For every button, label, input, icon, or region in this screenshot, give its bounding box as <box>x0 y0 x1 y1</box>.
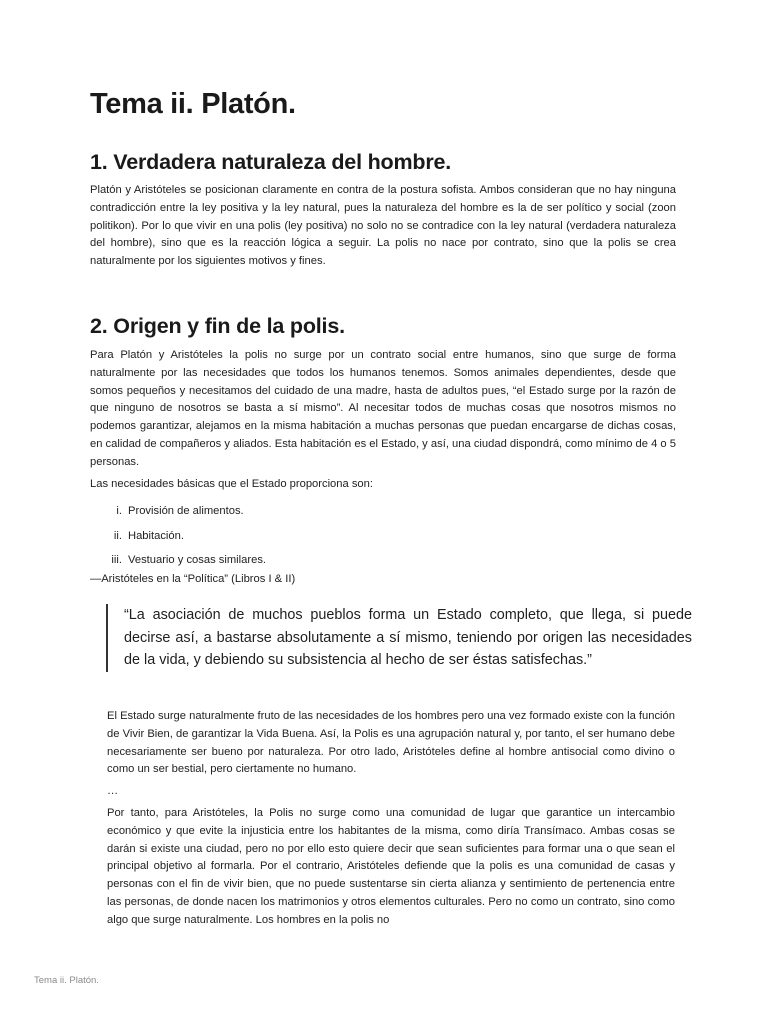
list-item: i. Provisión de alimentos. <box>116 505 244 517</box>
section-heading-2: 2. Origen y fin de la polis. <box>90 314 345 338</box>
section-heading-1: 1. Verdadera naturaleza del hombre. <box>90 150 452 174</box>
page-footer: Tema ii. Platón. <box>34 975 99 986</box>
list-item: iii. Vestuario y cosas similares. <box>111 554 267 567</box>
section2-paragraph-2: El Estado surge naturalmente fruto de las necesidades de los hombres pero una vez formado existe con la función de Vivir Bien, de garantizar la Vida Buena. Así, la Polis es una agrupación natural y, por tanto, el ser humano debe necesariamente ser bueno por naturaleza. Por otro lado, Aristóteles define al hombre antisocial como divino o como un ser bestial, pero ciertamente no humano. <box>107 710 675 776</box>
section1-paragraph: Platón y Aristóteles se posicionan claramente en contra de la postura sofista. Ambos consideran que no hay ninguna contradicción entre la ley positiva y la ley natural, pues la naturaleza del hombre es la de ser político y social (zoon politikon). Por lo que vivir en una polis (ley positiva) no solo no se contradice con la ley natural (verdadera naturaleza del hombre), sino que es la reacción lógica a seguir. La polis no nace por contrato, sino que la polis se crea naturalmente por los siguientes motivos y fines. <box>90 184 676 268</box>
page-title: Tema ii. Platón. <box>90 88 296 120</box>
quote-text: “La asociación de muchos pueblos forma un Estado completo, que llega, si puede decirse así, a bastarse absolutamente a sí mismo, teniendo por origen las necesidades de la vida, y debiendo su subsistencia al hecho de ser éstas satisfechas.” <box>124 607 692 668</box>
needs-list <box>90 499 490 573</box>
ellipsis: … <box>107 785 119 797</box>
section2-paragraph-1: Para Platón y Aristóteles la polis no surge por un contrato social entre humanos, sino que surge de forma naturalmente por las necesidades que todos los humanos tenemos. Somos animales dependientes, desde que somos pequeños y necesitamos del cuidado de una madre, hasta de adultos pues, “el Estado surge por la razón de que ninguno de nosotros se basta a sí mismo”. Al necesitar todos de muchas cosas que nosotros mismos no podemos garantizar, alejamos en la misma habitación a muchas personas que puedan encargarse de dichas cosas, en calidad de compañeros y aliados. Esta habitación es el Estado, y así, una ciudad dispondrá, como mínimo de 4 o 5 personas. <box>90 349 676 468</box>
blockquote <box>106 604 692 672</box>
quote-attribution: —Aristóteles en la “Política” (Libros I & II) <box>90 573 296 585</box>
section2-paragraph-3: Por tanto, para Aristóteles, la Polis no surge como una comunidad de lugar que garantice un intercambio económico y que evite la injusticia entre los habitantes de la misma, como diría Transímaco. Ambas cosas se darán si existe una ciudad, pero no por ello esto quiere decir que sean suficientes para formar una o que sean el principal objetivo al formarla. Por el contrario, Aristóteles defiende que la polis es una comunidad de casas y personas con el fin de vivir bien, que no puede sustentarse sin cierta alianza y sentimiento de pertenencia entre las personas, de donde nacen los matrimonios y otros elementos culturales. Pero no como un contrato, sino como algo que surge naturalmente. Los hombres en la polis no <box>107 807 675 926</box>
list-intro: Las necesidades básicas que el Estado proporciona son: <box>90 478 373 490</box>
list-item: ii. Habitación. <box>113 529 184 542</box>
